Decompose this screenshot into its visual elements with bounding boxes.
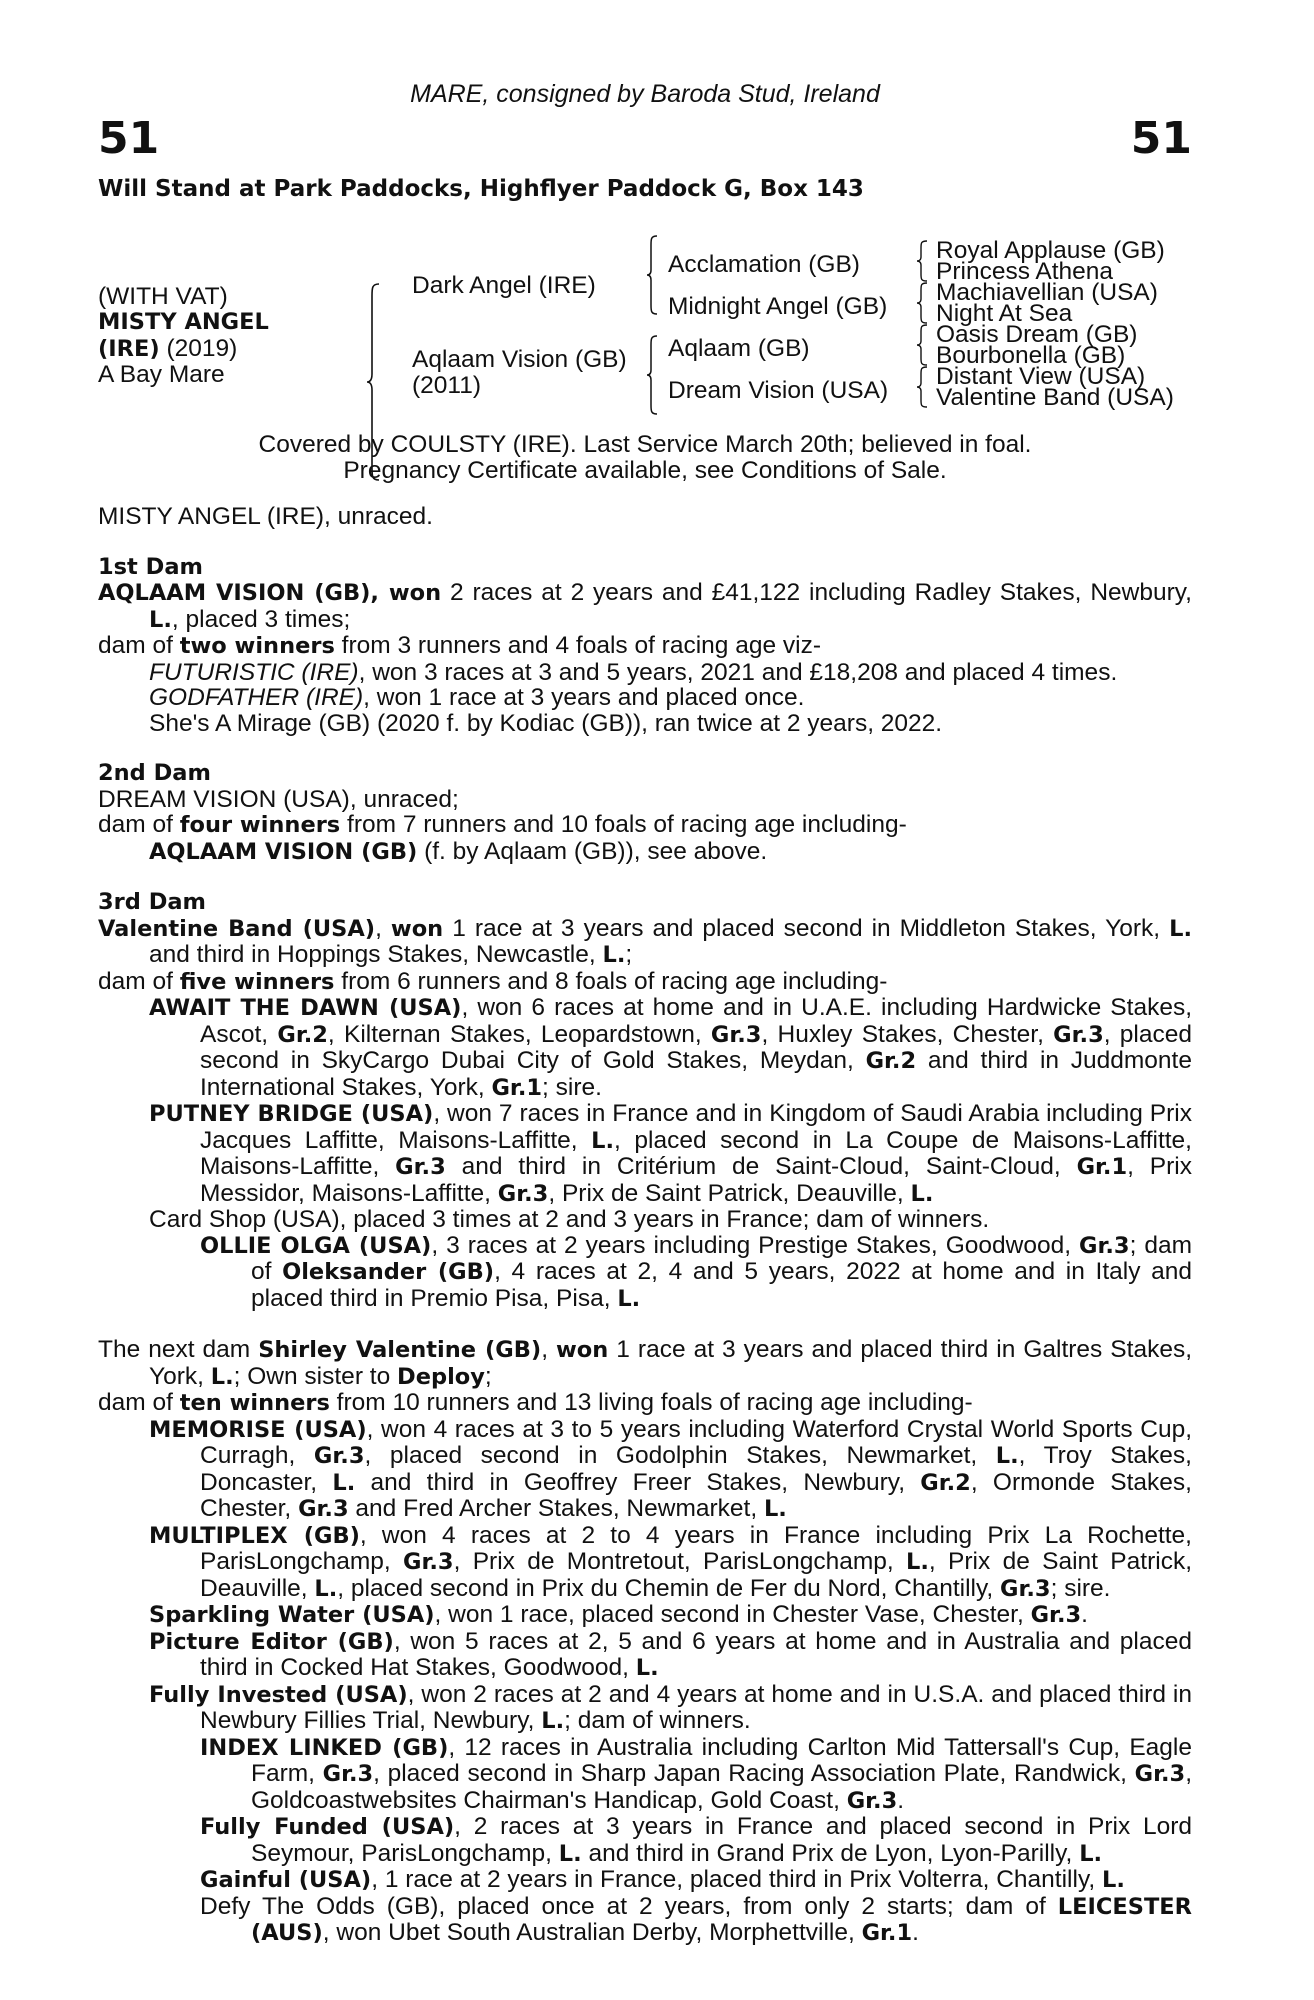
horse-country: (IRE) — [98, 336, 160, 362]
dam1-heading: 1st Dam — [98, 553, 203, 580]
t: ; — [625, 941, 633, 968]
t: , 12 races in Australia including Carlton Mid Tattersall's Cup, Eagle Farm, — [251, 1733, 1192, 1787]
dss: Oasis Dream (GB) — [936, 321, 1138, 348]
dam1-c: from 3 runners and 4 foals of racing age viz- — [334, 632, 822, 659]
multiplex — [98, 1523, 1192, 1603]
t: and third in Geoffrey Freer Stakes, Newbury, — [355, 1468, 921, 1496]
t: , 2 races at 3 years in France and placed second in Prix Lord Seymour, ParisLongchamp, — [251, 1813, 1192, 1867]
dam1-foal-1 — [98, 660, 1192, 686]
group-mark: Gr.2 — [277, 1021, 328, 1048]
foal-record: , won 1 race at 3 years and placed once. — [363, 684, 805, 711]
consignment-line: MARE, consigned by Baroda Stud, Ireland — [410, 80, 880, 108]
dam2-produce — [98, 812, 1192, 839]
gainful — [98, 1867, 1192, 1894]
t: , won 4 races at 2 to 4 years in France including Prix La Rochette, ParisLongchamp, — [200, 1521, 1192, 1575]
foal-name: LEICESTER (AUS) — [251, 1893, 1192, 1946]
fully-funded — [98, 1814, 1192, 1867]
foal-name: MULTIPLEX (GB) — [149, 1522, 360, 1549]
foal-name: AQLAAM VISION (GB) — [149, 838, 418, 865]
listed-mark: L. — [635, 1655, 659, 1681]
dam2-c: from 7 runners and 10 foals of racing age including- — [340, 811, 907, 838]
sire-sire: Acclamation (GB) — [668, 251, 860, 278]
dam-year: (2011) — [412, 372, 482, 399]
foal-name: MEMORISE (USA) — [149, 1416, 367, 1443]
t: from 6 runners and 8 foals of racing age including- — [334, 967, 888, 995]
foal-record: , won 3 races at 3 and 5 years, 2021 and £18,208 and placed 4 times. — [358, 658, 1118, 686]
group-mark: Gr.3 — [1053, 1021, 1104, 1048]
group-mark: Gr.3 — [846, 1787, 898, 1814]
listed-mark: L. — [1102, 1867, 1125, 1893]
dam1-b: , placed 3 times; — [171, 605, 351, 633]
t: , won 7 races in France and in Kingdom of Saudi Arabia including Prix Jacques Laffitte, Maisons-Laffitte, — [200, 1100, 1192, 1154]
foal-name: PUTNEY BRIDGE (USA) — [149, 1101, 434, 1127]
t: ; sire. — [1050, 1574, 1111, 1602]
t: and Fred Archer Stakes, Newmarket, — [348, 1495, 764, 1522]
t: and third in Juddmonte International Stakes, York, — [200, 1047, 1192, 1101]
group-mark: Gr.3 — [395, 1154, 446, 1180]
next-dam-name: Shirley Valentine (GB) — [258, 1337, 542, 1363]
t: . — [1081, 1601, 1088, 1628]
t: , placed second in La Coupe de Maisons-Laffitte, Maisons-Laffitte, — [200, 1126, 1192, 1180]
dam2-heading: 2nd Dam — [98, 760, 211, 786]
dam1-a: 2 races at 2 years and £41,122 including Radley Stakes, Newbury, — [441, 579, 1192, 606]
next-dam-produce — [98, 1390, 1192, 1417]
listed-mark: L. — [591, 1127, 615, 1154]
next-dam-record: The next dam Shirley Valentine (GB), won 1 race at 3 years and placed third in Galtres Stakes, York, L.; Own sister to Deploy; — [98, 1336, 1193, 1390]
t: , placed second in Prix du Chemin de Fer du Nord, Chantilly, — [337, 1574, 1001, 1602]
listed-mark: L. — [541, 1708, 565, 1734]
horse-description: A Bay Mare — [98, 361, 225, 388]
foal-name: GODFATHER (IRE) — [149, 684, 364, 711]
group-mark: Gr.3 — [1079, 1232, 1130, 1259]
won: won — [390, 915, 444, 942]
t: ; dam of winners. — [564, 1707, 751, 1734]
listed-mark: L. — [906, 1549, 929, 1575]
await-the-dawn — [98, 995, 1192, 1101]
group-mark: Gr.3 — [497, 1180, 549, 1207]
brace-ds — [916, 324, 928, 366]
sibling-name: Deploy — [397, 1363, 485, 1390]
t: , Prix de Montretout, ParisLongchamp, — [453, 1548, 907, 1575]
picture-editor — [98, 1629, 1192, 1682]
sss: Royal Applause (GB) — [936, 237, 1165, 264]
damof: dam of — [98, 1389, 180, 1416]
foal-name: AWAIT THE DAWN (USA) — [149, 995, 462, 1021]
listed-mark: L. — [1169, 915, 1192, 942]
group-mark: Gr.1 — [861, 1920, 913, 1946]
defy-the-odds — [98, 1894, 1192, 1947]
fully-invested — [98, 1682, 1192, 1735]
horse-name: MISTY ANGEL — [98, 309, 269, 335]
t: , Prix de Saint Patrick, Deauville, — [548, 1179, 911, 1207]
next-winners: ten winners — [179, 1390, 330, 1416]
t: ; — [484, 1362, 492, 1390]
group-mark: Gr.2 — [865, 1048, 917, 1074]
listed-mark: L. — [149, 606, 172, 633]
card-shop: Card Shop (USA), placed 3 times at 2 and 3 years in France; dam of winners. — [149, 1206, 990, 1233]
group-mark: Gr.1 — [1076, 1154, 1128, 1180]
t: , Goldcoastwebsites Chairman's Handicap, Gold Coast, — [251, 1760, 1192, 1814]
listed-mark: L. — [763, 1496, 787, 1522]
t: The next dam — [98, 1336, 259, 1363]
t: , 1 race at 2 years in France, placed third in Prix Volterra, Chantilly, — [371, 1866, 1102, 1893]
lot-number-right: 51 — [1130, 113, 1192, 164]
catalogue-body — [98, 504, 1192, 1947]
sparkling-water — [98, 1602, 1192, 1629]
dam3-heading: 3rd Dam — [98, 889, 206, 915]
sire: Dark Angel (IRE) — [412, 272, 596, 299]
t: 1 race at 3 years and placed second in Middleton Stakes, York, — [443, 914, 1170, 942]
covering-info — [98, 432, 1192, 483]
foal-name: FUTURISTIC (IRE) — [149, 658, 359, 686]
dam-dam: Dream Vision (USA) — [668, 377, 889, 404]
dsd: Bourbonella (GB) — [936, 342, 1126, 369]
stand-location: Will Stand at Park Paddocks, Highflyer Paddock G, Box 143 — [98, 176, 864, 202]
t: Defy The Odds (GB), placed once at 2 years, from only 2 starts; dam of — [200, 1892, 1058, 1920]
dam2-foal-1 — [98, 839, 1192, 866]
ssd: Princess Athena — [936, 258, 1114, 285]
t: . — [912, 1919, 919, 1946]
foal-name: OLLIE OLGA (USA) — [200, 1232, 432, 1259]
dam1-foal-3: She's A Mirage (GB) (2020 f. by Kodiac (GB)), ran twice at 2 years, 2022. — [149, 709, 943, 737]
group-mark: Gr.3 — [313, 1443, 365, 1469]
dam3-produce — [98, 969, 1192, 996]
sds: Machiavellian (USA) — [936, 279, 1158, 306]
foal-name: Gainful (USA) — [200, 1867, 372, 1893]
t: , 3 races at 2 years including Prestige Stakes, Goodwood, — [431, 1231, 1079, 1259]
ollie-olga — [98, 1233, 1192, 1313]
dam3-winners: five winners — [179, 968, 335, 995]
lot-number-left: 51 — [98, 113, 160, 164]
t: , Kilternan Stakes, Leopardstown, — [327, 1020, 711, 1048]
group-mark: Gr.3 — [1000, 1575, 1051, 1602]
t: 1 race at 3 years and placed third in Galtres Stakes, York, — [149, 1336, 1193, 1390]
pregnancy-line: Pregnancy Certificate available, see Conditions of Sale. — [343, 456, 947, 484]
brace-sire — [646, 234, 658, 316]
t: , Prix Messidor, Maisons-Laffitte, — [200, 1153, 1192, 1207]
horse-country-year — [98, 336, 237, 363]
t: , placed second in SkyCargo Dubai City of Gold Stakes, Meydan, — [200, 1020, 1193, 1074]
group-mark: Gr.3 — [403, 1549, 454, 1575]
unraced-line: MISTY ANGEL (IRE), unraced. — [98, 503, 433, 530]
ddd: Valentine Band (USA) — [936, 384, 1174, 411]
dam1-name: AQLAAM VISION (GB), won — [98, 580, 442, 606]
index-linked — [98, 1735, 1192, 1815]
dam1-winners: two winners — [179, 633, 335, 659]
t: , won 6 races at home and in U.A.E. including Hardwicke Stakes, Ascot, — [200, 994, 1192, 1048]
sire-dam: Midnight Angel (GB) — [668, 293, 888, 320]
group-mark: Gr.2 — [920, 1469, 971, 1496]
t: from 10 runners and 13 living foals of racing age including- — [329, 1389, 973, 1416]
horse-year: (2019) — [166, 335, 238, 362]
memorise — [98, 1417, 1192, 1523]
listed-mark: L. — [602, 942, 626, 968]
dds: Distant View (USA) — [936, 363, 1146, 390]
dam1-foal-2 — [98, 685, 1192, 711]
t: ; Own sister to — [233, 1362, 398, 1390]
listed-mark: L. — [995, 1443, 1019, 1469]
t: , Huxley Stakes, Chester, — [761, 1020, 1054, 1048]
dam3-name: Valentine Band (USA) — [98, 915, 376, 942]
foal-name: INDEX LINKED (GB) — [200, 1734, 449, 1761]
t: , Troy Stakes, Doncaster, — [200, 1442, 1192, 1496]
brace-dd — [916, 366, 928, 408]
t: , won 2 races at 2 and 4 years at home and in U.S.A. and placed third in Newbury Fillies Trial, Newbury, — [200, 1680, 1192, 1734]
foal-record: (f. by Aqlaam (GB)), see above. — [417, 837, 768, 865]
dam1-record — [98, 580, 1192, 633]
listed-mark: L. — [314, 1575, 338, 1602]
dam3-record: Valentine Band (USA), won 1 race at 3 years and placed second in Middleton Stakes, York, L. and third in Hoppings Stakes, Newcastle, L.; — [98, 914, 1192, 968]
t: , placed second in Sharp Japan Racing Association Plate, Randwick, — [373, 1760, 1135, 1787]
t: ; dam of — [251, 1231, 1193, 1285]
foal-name: Fully Invested (USA) — [149, 1681, 408, 1708]
putney-bridge — [98, 1101, 1192, 1207]
foal-name: Picture Editor (GB) — [149, 1628, 394, 1655]
dam: Aqlaam Vision (GB) — [412, 346, 627, 373]
brace-dam — [646, 334, 658, 416]
dam-sire: Aqlaam (GB) — [668, 335, 810, 362]
t: , placed second in Godolphin Stakes, Newmarket, — [364, 1442, 996, 1469]
group-mark: Gr.1 — [491, 1074, 543, 1101]
group-mark: Gr.3 — [322, 1761, 374, 1787]
listed-mark: L. — [332, 1469, 356, 1496]
t: . — [897, 1786, 905, 1814]
dam2-winners: four winners — [179, 812, 341, 838]
sdd: Night At Sea — [936, 300, 1073, 327]
brace-ss — [916, 240, 928, 282]
t: , Prix de Saint Patrick, Deauville, — [200, 1548, 1192, 1602]
listed-mark: L. — [210, 1363, 234, 1390]
t: , won Ubet South Australian Derby, Morphettville, — [322, 1919, 862, 1946]
t: , won 1 race, placed second in Chester Vase, Chester, — [434, 1601, 1031, 1628]
listed-mark: L. — [558, 1840, 582, 1867]
covering-line: Covered by COULSTY (IRE). Last Service March 20th; believed in foal. — [258, 431, 1032, 458]
t: , won 5 races at 2, 5 and 6 years at home and in Australia and placed third in Cocked Hat Stakes, Goodwood, — [200, 1627, 1192, 1681]
group-mark: Gr.3 — [710, 1021, 762, 1048]
damof: dam of — [98, 811, 180, 838]
t: , won 4 races at 3 to 5 years including Waterford Crystal World Sports Cup, Curragh, — [200, 1415, 1192, 1469]
t: and third in Grand Prix de Lyon, Lyon-Parilly, — [581, 1839, 1080, 1867]
won: won — [556, 1337, 609, 1363]
listed-mark: L. — [910, 1180, 934, 1207]
damof: dam of — [98, 632, 180, 659]
dam2-line: DREAM VISION (USA), unraced; — [98, 785, 459, 813]
t: and third in Hoppings Stakes, Newcastle, — [149, 941, 603, 968]
t: , Ormonde Stakes, Chester, — [200, 1468, 1192, 1522]
foal-name: Oleksander (GB) — [282, 1259, 495, 1285]
brace-sd — [916, 282, 928, 324]
t: ; sire. — [542, 1073, 602, 1101]
t: and third in Critérium de Saint-Cloud, Saint-Cloud, — [445, 1153, 1077, 1180]
foal-name: Sparkling Water (USA) — [149, 1602, 435, 1628]
dam1-produce — [98, 633, 1192, 660]
t: , 4 races at 2, 4 and 5 years, 2022 at home and in Italy and placed third in Premio Pisa, Pisa, — [251, 1258, 1192, 1312]
group-mark: Gr.3 — [298, 1496, 349, 1522]
vat-note: (WITH VAT) — [98, 283, 228, 310]
listed-mark: L. — [617, 1285, 641, 1312]
foal-name: Fully Funded (USA) — [200, 1814, 455, 1840]
group-mark: Gr.3 — [1134, 1761, 1186, 1787]
group-mark: Gr.3 — [1030, 1602, 1082, 1628]
listed-mark: L. — [1079, 1840, 1103, 1867]
damof: dam of — [98, 967, 180, 995]
